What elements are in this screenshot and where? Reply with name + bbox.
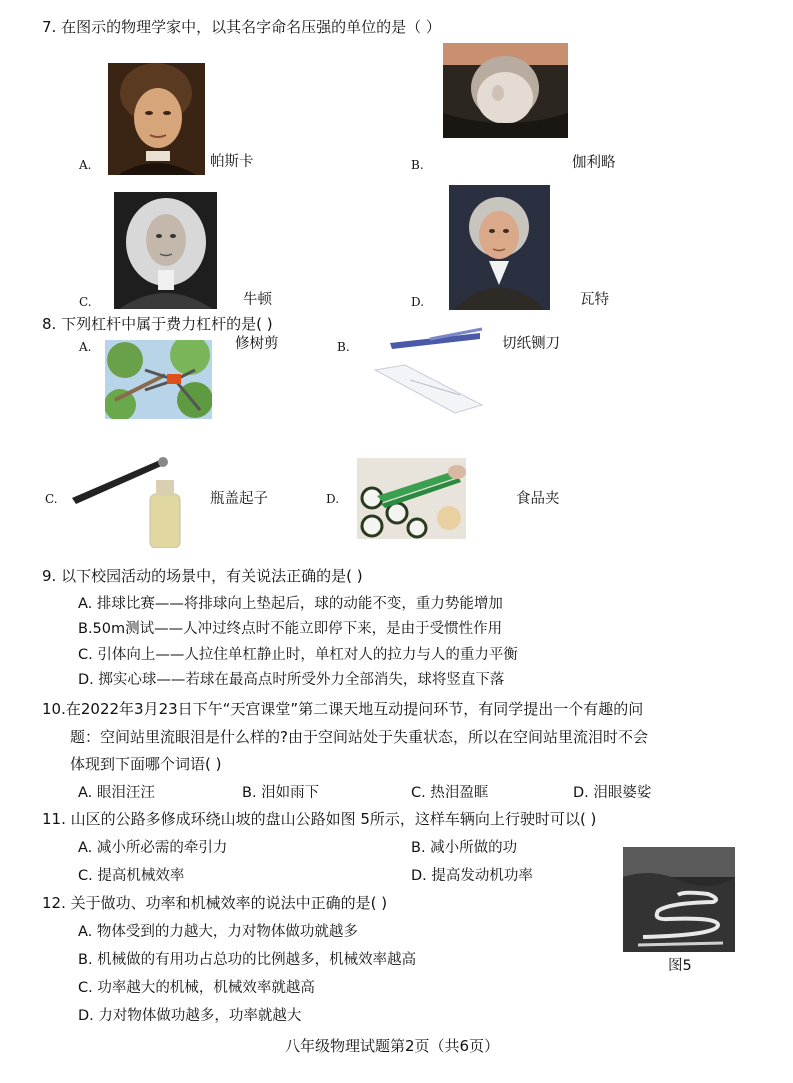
q10-line-3: 体现到下面哪个词语( ) bbox=[70, 755, 222, 773]
q12-option-a: A. 物体受到的力越大，力对物体做功就越多 bbox=[78, 924, 358, 940]
pruning-shears-image bbox=[105, 340, 212, 419]
q7-option-a-letter: A. bbox=[79, 158, 92, 172]
q8-option-d-name: 食品夹 bbox=[516, 491, 560, 507]
q9-option-c: C. 引体向上——人拉住单杠静止时，单杠对人的拉力与人的重力平衡 bbox=[78, 647, 518, 663]
q11-option-c: C. 提高机械效率 bbox=[78, 868, 185, 884]
q11-option-d: D. 提高发动机功率 bbox=[411, 868, 533, 884]
q10-option-b: B. 泪如雨下 bbox=[242, 785, 320, 801]
mountain-road-figure bbox=[623, 847, 735, 952]
figure-5-caption: 图5 bbox=[668, 958, 692, 974]
q9-stem: 9. 以下校园活动的场景中，有关说法正确的是( ) bbox=[42, 567, 363, 585]
q10-line-2: 题：空间站里流眼泪是什么样的?由于空间站处于失重状态，所以在空间站里流泪时不会 bbox=[70, 728, 648, 746]
paper-cutter-image bbox=[370, 325, 485, 417]
food-tongs-image bbox=[357, 458, 466, 539]
q8-option-a-letter: A. bbox=[79, 340, 92, 354]
q9-option-a: A. 排球比赛——将排球向上垫起后，球的动能不变，重力势能增加 bbox=[78, 596, 503, 612]
q12-option-d: D. 力对物体做功越多，功率就越大 bbox=[78, 1008, 302, 1024]
q8-option-b-letter: B. bbox=[337, 340, 350, 354]
q11-option-b: B. 减小所做的功 bbox=[411, 840, 518, 856]
q8-stem: 8. 下列杠杆中属于费力杠杆的是( ) bbox=[42, 315, 273, 333]
page-footer: 八年级物理试题第2页（共6页） bbox=[285, 1037, 500, 1055]
q9-option-d: D. 掷实心球——若球在最高点时所受外力全部消失，球将竖直下落 bbox=[78, 672, 505, 688]
pascal-portrait bbox=[108, 63, 205, 175]
newton-portrait bbox=[114, 192, 217, 309]
q11-option-a: A. 减小所必需的牵引力 bbox=[78, 840, 228, 856]
q10-option-d: D. 泪眼婆娑 bbox=[573, 785, 652, 801]
bottle-opener-image bbox=[70, 450, 198, 548]
q11-stem: 11. 山区的公路多修成环绕山坡的盘山公路如图 5所示，这样车辆向上行驶时可以( ) bbox=[42, 810, 597, 828]
watt-portrait bbox=[449, 185, 550, 310]
q7-option-b-name: 伽利略 bbox=[572, 155, 616, 171]
q7-stem: 7. 在图示的物理学家中，以其名字命名压强的单位的是（ ） bbox=[42, 18, 441, 36]
q9-option-b: B.50m测试——人冲过终点时不能立即停下来，是由于受惯性作用 bbox=[78, 621, 503, 637]
galileo-portrait bbox=[443, 43, 568, 138]
q8-option-b-name: 切纸铡刀 bbox=[502, 336, 560, 352]
q8-option-a-name: 修树剪 bbox=[235, 336, 279, 352]
q10-option-c: C. 热泪盈眶 bbox=[411, 785, 489, 801]
q12-option-c: C. 功率越大的机械，机械效率就越高 bbox=[78, 980, 315, 996]
q8-option-c-name: 瓶盖起子 bbox=[210, 491, 268, 507]
q8-option-c-letter: C. bbox=[45, 492, 58, 506]
q7-option-d-name: 瓦特 bbox=[580, 292, 609, 308]
q7-option-a-name: 帕斯卡 bbox=[210, 154, 254, 170]
q7-option-d-letter: D. bbox=[411, 295, 425, 309]
q12-stem: 12. 关于做功、功率和机械效率的说法中正确的是( ) bbox=[42, 894, 388, 912]
q7-option-b-letter: B. bbox=[411, 158, 424, 172]
q12-option-b: B. 机械做的有用功占总功的比例越多，机械效率越高 bbox=[78, 952, 417, 968]
q7-option-c-name: 牛顿 bbox=[243, 292, 272, 308]
q8-option-d-letter: D. bbox=[326, 492, 340, 506]
q7-option-c-letter: C. bbox=[79, 295, 92, 309]
q10-option-a: A. 眼泪汪汪 bbox=[78, 785, 155, 801]
q10-line-1: 10.在2022年3月23日下午“天宫课堂”第二课天地互动提问环节，有同学提出一个有趣的问 bbox=[42, 700, 644, 718]
